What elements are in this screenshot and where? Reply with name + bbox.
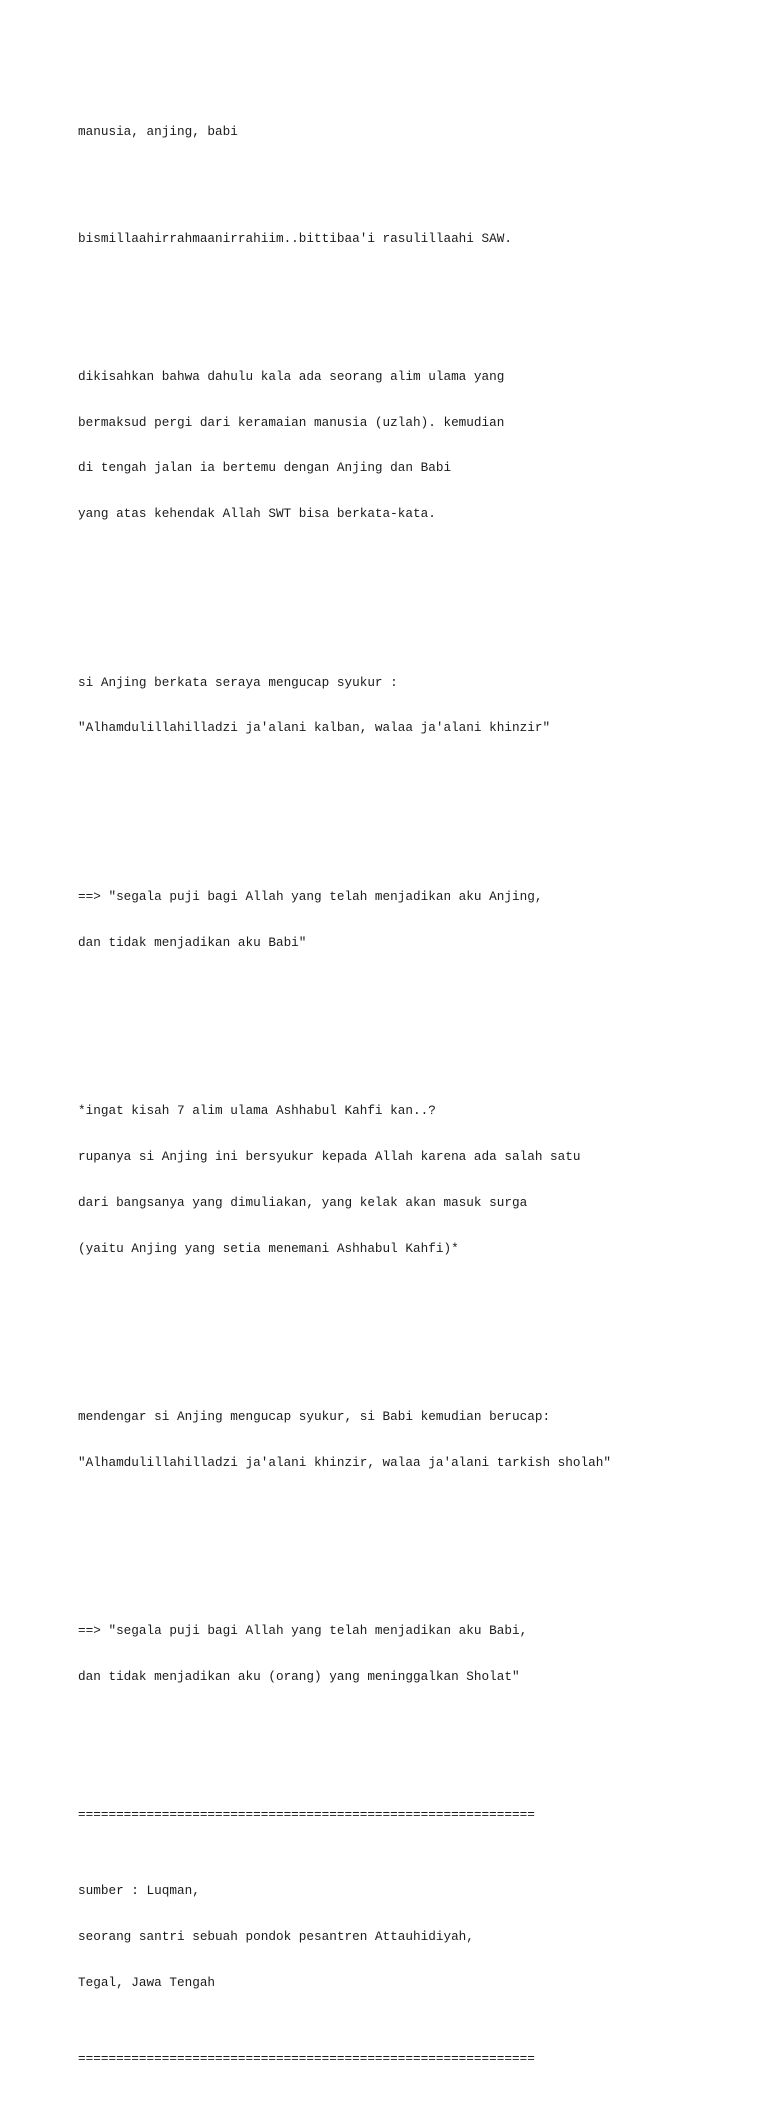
source-line: Tegal, Jawa Tengah xyxy=(78,1974,216,1990)
pig-speech-paragraph xyxy=(78,1378,738,1500)
story-line: di tengah jalan ia bertemu dengan Anjing dan Babi xyxy=(78,460,452,476)
source-line: seorang santri sebuah pondok pesantren Attauhidiyah, xyxy=(78,1928,474,1944)
blank-line xyxy=(78,1531,738,1546)
blank-line xyxy=(78,277,738,292)
source-block xyxy=(78,1852,738,2020)
blank-line xyxy=(78,1317,738,1332)
pig-translation-line: dan tidak menjadikan aku (orang) yang meninggalkan Sholat" xyxy=(78,1668,520,1684)
dog-translation-line: dan tidak menjadikan aku Babi" xyxy=(78,934,307,950)
separator-bottom: ============================================================ xyxy=(78,2051,535,2067)
dog-note-paragraph xyxy=(78,1072,738,1286)
dog-speech-line: si Anjing berkata seraya mengucap syukur : xyxy=(78,674,398,690)
opening-line: bismillaahirrahmaanirrahiim..bittibaa'i rasulillaahi SAW. xyxy=(78,230,512,246)
pig-translation-line: ==> "segala puji bagi Allah yang telah menjadikan aku Babi, xyxy=(78,1622,528,1638)
dog-translation-line: ==> "segala puji bagi Allah yang telah menjadikan aku Anjing, xyxy=(78,888,543,904)
blank-line xyxy=(78,583,738,598)
dog-speech-paragraph xyxy=(78,644,738,766)
separator-top: ============================================================ xyxy=(78,1806,535,1822)
dog-note-line: (yaitu Anjing yang setia menemani Ashhabul Kahfi)* xyxy=(78,1240,459,1256)
story-line: dikisahkan bahwa dahulu kala ada seorang alim ulama yang xyxy=(78,368,505,384)
dog-note-line: rupanya si Anjing ini bersyukur kepada Allah karena ada salah satu xyxy=(78,1148,581,1164)
document-text xyxy=(78,78,738,2112)
dog-note-line: *ingat kisah 7 alim ulama Ashhabul Kahfi kan..? xyxy=(78,1102,436,1118)
blank-line xyxy=(78,170,738,185)
blank-line xyxy=(78,1011,738,1026)
dog-translation-paragraph xyxy=(78,858,738,980)
pig-speech-line: mendengar si Anjing mengucap syukur, si Babi kemudian berucap: xyxy=(78,1408,551,1424)
story-line: yang atas kehendak Allah SWT bisa berkata-kata. xyxy=(78,506,436,522)
document-title: manusia, anjing, babi xyxy=(78,123,238,139)
story-line: bermaksud pergi dari keramaian manusia (uzlah). kemudian xyxy=(78,414,505,430)
story-paragraph xyxy=(78,338,738,552)
dog-speech-line: "Alhamdulillahilladzi ja'alani kalban, walaa ja'alani khinzir" xyxy=(78,720,551,736)
dog-note-line: dari bangsanya yang dimuliakan, yang kelak akan masuk surga xyxy=(78,1194,528,1210)
source-line: sumber : Luqman, xyxy=(78,1883,200,1899)
pig-speech-line: "Alhamdulillahilladzi ja'alani khinzir, walaa ja'alani tarkish sholah" xyxy=(78,1454,611,1470)
blank-line xyxy=(78,1745,738,1760)
blank-line xyxy=(78,797,738,812)
pig-translation-paragraph xyxy=(78,1592,738,1714)
